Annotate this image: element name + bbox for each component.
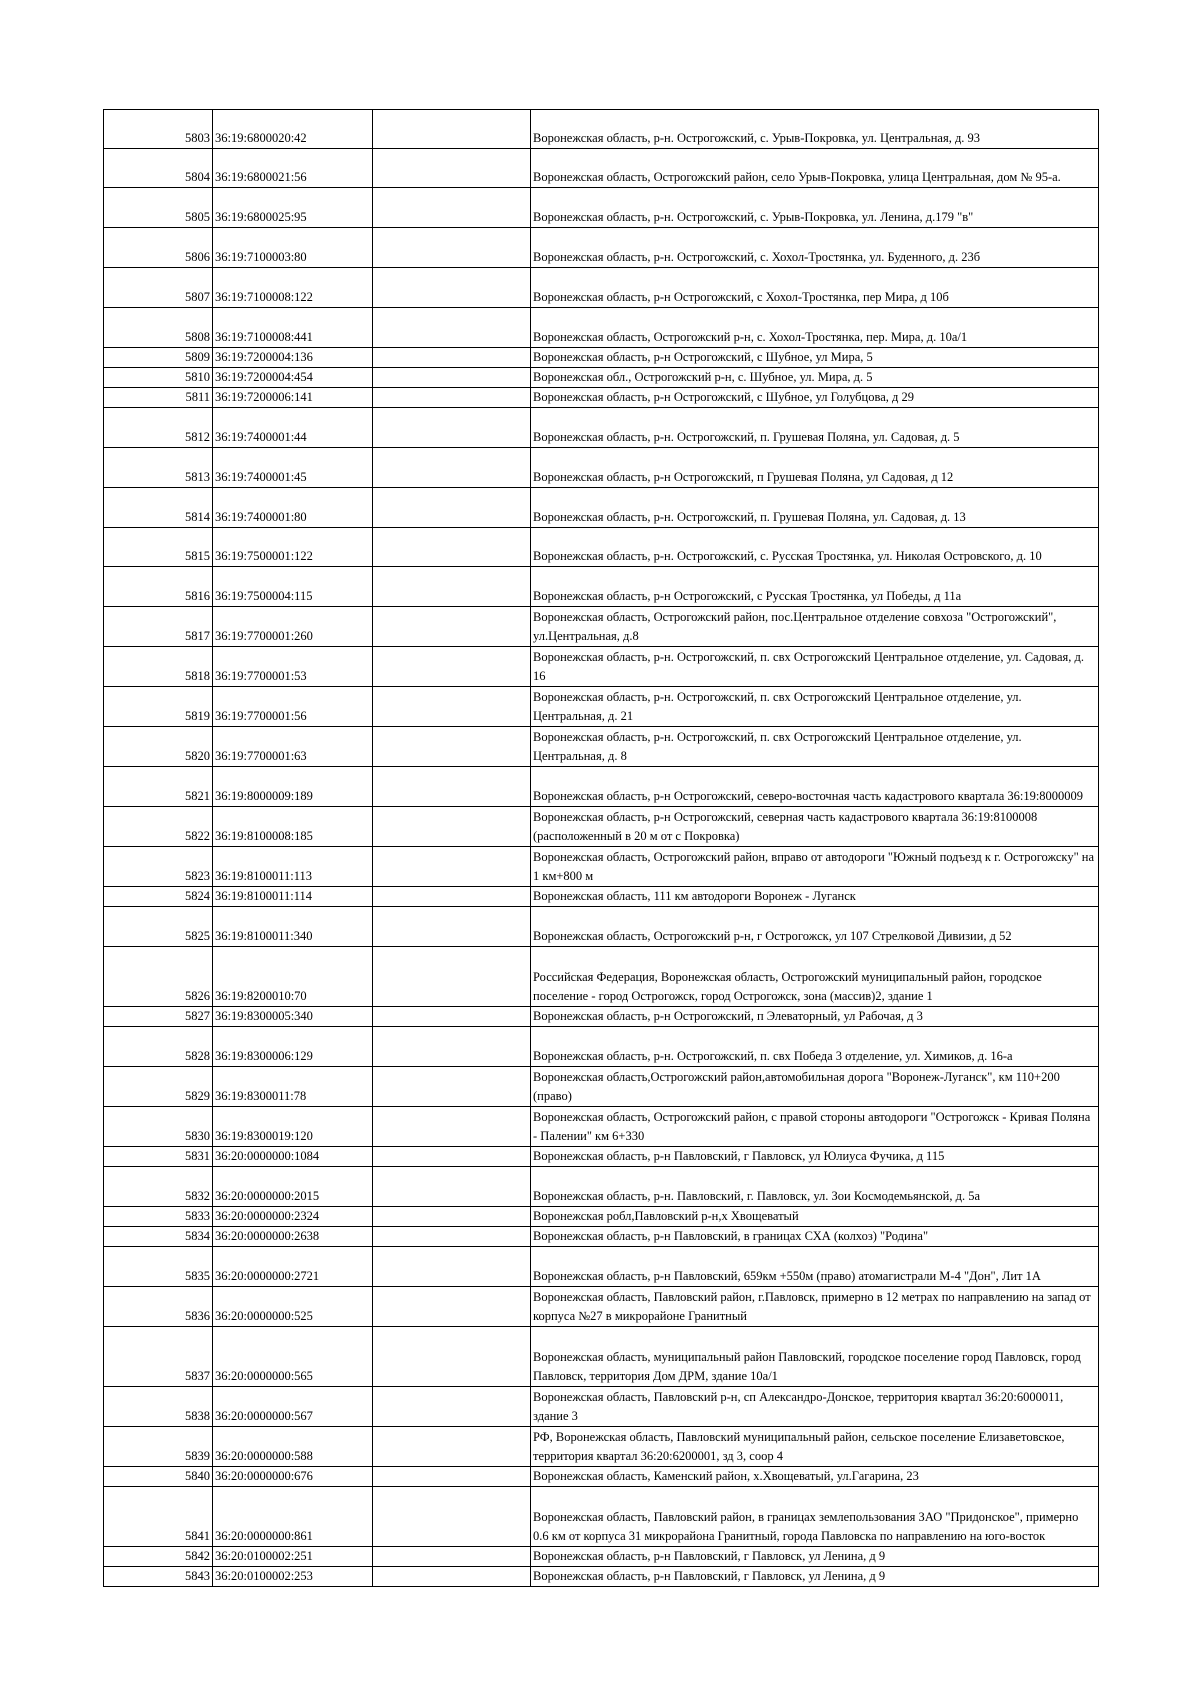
row-number-cell: 5827: [104, 1007, 213, 1027]
cadastral-number-cell: 36:19:8300005:340: [213, 1007, 373, 1027]
empty-cell: [373, 1147, 531, 1167]
table-row: [104, 268, 1099, 308]
table-row: [104, 647, 1099, 687]
table-row: [104, 687, 1099, 727]
address-cell: Воронежская область, р-н Острогожский, с Хохол-Тростянка, пер Мира, д 10б: [531, 268, 1099, 308]
address-cell: Воронежская область, Острогожский район, вправо от автодороги "Южный подъезд к г. Острогожску" на 1 км+800 м: [531, 847, 1099, 887]
row-number-cell: 5824: [104, 887, 213, 907]
empty-cell: [373, 687, 531, 727]
table-row: [104, 807, 1099, 847]
address-cell: Воронежская область, Каменский район, х.Хвощеватый, ул.Гагарина, 23: [531, 1467, 1099, 1487]
cadastral-number-cell: 36:19:7700001:53: [213, 647, 373, 687]
empty-cell: [373, 607, 531, 647]
address-cell: Воронежская область, р-н Павловский, 659км +550м (право) атомагистрали М-4 "Дон", Лит 1А: [531, 1247, 1099, 1287]
row-number-cell: 5842: [104, 1547, 213, 1567]
table-row: [104, 767, 1099, 807]
empty-cell: [373, 1487, 531, 1547]
table-row: [104, 1107, 1099, 1147]
address-cell: Воронежская область, р-н. Острогожский, п. Грушевая Поляна, ул. Садовая, д. 5: [531, 408, 1099, 448]
empty-cell: [373, 1287, 531, 1327]
empty-cell: [373, 647, 531, 687]
empty-cell: [373, 947, 531, 1007]
empty-cell: [373, 1167, 531, 1207]
table-row: [104, 907, 1099, 947]
row-number-cell: 5818: [104, 647, 213, 687]
table-row: [104, 388, 1099, 408]
address-cell: Воронежская область, р-н Павловский, г Павловск, ул Ленина, д 9: [531, 1547, 1099, 1567]
row-number-cell: 5822: [104, 807, 213, 847]
cadastral-number-cell: 36:19:8300006:129: [213, 1027, 373, 1067]
table-row: [104, 1067, 1099, 1107]
empty-cell: [373, 1067, 531, 1107]
address-cell: Воронежская область, 111 км автодороги Воронеж - Луганск: [531, 887, 1099, 907]
table-row: [104, 1027, 1099, 1067]
table-row: [104, 1007, 1099, 1027]
empty-cell: [373, 1567, 531, 1587]
table-row: [104, 1467, 1099, 1487]
cadastral-number-cell: 36:19:7700001:56: [213, 687, 373, 727]
empty-cell: [373, 1247, 531, 1287]
cadastral-table: [103, 109, 1099, 1587]
address-cell: Воронежская область, Павловский р-н, сп Александро-Донское, территория квартал 36:20:6000011, здание 3: [531, 1387, 1099, 1427]
address-cell: Воронежская область, Павловский район, в границах землепользования ЗАО "Придонское", примерно 0.6 км от корпуса 31 микрорайона Гранитный, города Павловска по направлению на юго-восток: [531, 1487, 1099, 1547]
empty-cell: [373, 567, 531, 607]
row-number-cell: 5836: [104, 1287, 213, 1327]
table-row: [104, 149, 1099, 188]
address-cell: Воронежская область, р-н Острогожский, северо-восточная часть кадастрового квартала 36:19:8000009: [531, 767, 1099, 807]
empty-cell: [373, 268, 531, 308]
cadastral-number-cell: 36:19:8200010:70: [213, 947, 373, 1007]
row-number-cell: 5832: [104, 1167, 213, 1207]
cadastral-number-cell: 36:19:7100008:441: [213, 308, 373, 348]
cadastral-number-cell: 36:20:0000000:588: [213, 1427, 373, 1467]
empty-cell: [373, 448, 531, 488]
cadastral-number-cell: 36:20:0000000:2638: [213, 1227, 373, 1247]
address-cell: РФ, Воронежская область, Павловский муниципальный район, сельское поселение Елизаветовское, территория квартал 36:20:6200001, зд 3, соор 4: [531, 1427, 1099, 1467]
cadastral-number-cell: 36:20:0000000:2015: [213, 1167, 373, 1207]
row-number-cell: 5834: [104, 1227, 213, 1247]
table-row: [104, 1487, 1099, 1547]
row-number-cell: 5838: [104, 1387, 213, 1427]
empty-cell: [373, 1027, 531, 1067]
table-row: [104, 1247, 1099, 1287]
row-number-cell: 5806: [104, 228, 213, 268]
empty-cell: [373, 1387, 531, 1427]
cadastral-number-cell: 36:20:0100002:253: [213, 1567, 373, 1587]
address-cell: Воронежская область, р-н Павловский, г Павловск, ул Ленина, д 9: [531, 1567, 1099, 1587]
table-row: [104, 1227, 1099, 1247]
empty-cell: [373, 767, 531, 807]
row-number-cell: 5807: [104, 268, 213, 308]
row-number-cell: 5840: [104, 1467, 213, 1487]
row-number-cell: 5819: [104, 687, 213, 727]
cadastral-number-cell: 36:20:0000000:2324: [213, 1207, 373, 1227]
table-row: [104, 947, 1099, 1007]
table-row: [104, 847, 1099, 887]
empty-cell: [373, 228, 531, 268]
address-cell: Воронежская область, р-н. Острогожский, с. Урыв-Покровка, ул. Центральная, д. 93: [531, 110, 1099, 149]
table-row: [104, 1167, 1099, 1207]
empty-cell: [373, 1427, 531, 1467]
table-row: [104, 1547, 1099, 1567]
address-cell: Воронежская область, р-н. Павловский, г. Павловск, ул. Зои Космодемьянской, д. 5а: [531, 1167, 1099, 1207]
empty-cell: [373, 149, 531, 188]
row-number-cell: 5825: [104, 907, 213, 947]
table-row: [104, 1207, 1099, 1227]
empty-cell: [373, 408, 531, 448]
empty-cell: [373, 1547, 531, 1567]
address-cell: Воронежская обл., Острогожский р-н, с. Шубное, ул. Мира, д. 5: [531, 368, 1099, 388]
table-row: [104, 887, 1099, 907]
empty-cell: [373, 847, 531, 887]
cadastral-number-cell: 36:20:0000000:1084: [213, 1147, 373, 1167]
row-number-cell: 5804: [104, 149, 213, 188]
address-cell: Воронежская область, р-н Острогожский, с Русская Тростянка, ул Победы, д 11а: [531, 567, 1099, 607]
table-row: [104, 727, 1099, 767]
table-row: [104, 348, 1099, 368]
cadastral-number-cell: 36:19:7100003:80: [213, 228, 373, 268]
address-cell: Воронежская область, р-н Павловский, в границах СХА (колхоз) "Родина": [531, 1227, 1099, 1247]
cadastral-number-cell: 36:19:7500001:122: [213, 528, 373, 567]
address-cell: Воронежская область, р-н. Острогожский, п. Грушевая Поляна, ул. Садовая, д. 13: [531, 488, 1099, 528]
cadastral-number-cell: 36:19:8000009:189: [213, 767, 373, 807]
cadastral-number-cell: 36:19:7400001:45: [213, 448, 373, 488]
address-cell: Воронежская область, р-н. Острогожский, п. свх Победа 3 отделение, ул. Химиков, д. 16-а: [531, 1027, 1099, 1067]
empty-cell: [373, 1007, 531, 1027]
row-number-cell: 5835: [104, 1247, 213, 1287]
cadastral-number-cell: 36:19:7200004:454: [213, 368, 373, 388]
address-cell: Воронежская область, р-н. Острогожский, п. свх Острогожский Центральное отделение, ул. Центральная, д. 8: [531, 727, 1099, 767]
cadastral-number-cell: 36:20:0000000:861: [213, 1487, 373, 1547]
table-row: [104, 408, 1099, 448]
address-cell: Воронежская робл,Павловский р-н,х Хвощеватый: [531, 1207, 1099, 1227]
row-number-cell: 5826: [104, 947, 213, 1007]
row-number-cell: 5810: [104, 368, 213, 388]
empty-cell: [373, 348, 531, 368]
cadastral-number-cell: 36:19:8300011:78: [213, 1067, 373, 1107]
table-row: [104, 567, 1099, 607]
address-cell: Воронежская область, муниципальный район Павловский, городское поселение город Павловск, город Павловск, территория Дом ДРМ, здание 10а/1: [531, 1327, 1099, 1387]
cadastral-number-cell: 36:20:0000000:525: [213, 1287, 373, 1327]
address-cell: Воронежская область, р-н Острогожский, п Грушевая Поляна, ул Садовая, д 12: [531, 448, 1099, 488]
table-row: [104, 1287, 1099, 1327]
empty-cell: [373, 488, 531, 528]
address-cell: Воронежская область,Острогожский район,автомобильная дорога "Воронеж-Луганск", км 110+200 (право): [531, 1067, 1099, 1107]
row-number-cell: 5831: [104, 1147, 213, 1167]
empty-cell: [373, 1107, 531, 1147]
empty-cell: [373, 110, 531, 149]
table-row: [104, 528, 1099, 567]
cadastral-number-cell: 36:19:7400001:44: [213, 408, 373, 448]
empty-cell: [373, 368, 531, 388]
cadastral-number-cell: 36:19:7100008:122: [213, 268, 373, 308]
empty-cell: [373, 1467, 531, 1487]
address-cell: Воронежская область, Острогожский район, пос.Центральное отделение совхоза "Острогожский", ул.Центральная, д.8: [531, 607, 1099, 647]
empty-cell: [373, 1227, 531, 1247]
cadastral-number-cell: 36:19:7200004:136: [213, 348, 373, 368]
address-cell: Воронежская область, р-н. Острогожский, п. свх Острогожский Центральное отделение, ул. Садовая, д. 16: [531, 647, 1099, 687]
cadastral-table-body: [104, 110, 1099, 1587]
address-cell: Воронежская область, Острогожский р-н, г Острогожск, ул 107 Стрелковой Дивизии, д 52: [531, 907, 1099, 947]
table-row: [104, 448, 1099, 488]
row-number-cell: 5829: [104, 1067, 213, 1107]
table-row: [104, 308, 1099, 348]
row-number-cell: 5812: [104, 408, 213, 448]
address-cell: Воронежская область, р-н. Острогожский, с. Урыв-Покровка, ул. Ленина, д.179 "в": [531, 188, 1099, 228]
cadastral-number-cell: 36:19:7200006:141: [213, 388, 373, 408]
row-number-cell: 5821: [104, 767, 213, 807]
address-cell: Воронежская область, р-н Острогожский, п Элеваторный, ул Рабочая, д 3: [531, 1007, 1099, 1027]
cadastral-number-cell: 36:19:7700001:63: [213, 727, 373, 767]
empty-cell: [373, 1207, 531, 1227]
address-cell: Воронежская область, р-н Острогожский, с Шубное, ул Голубцова, д 29: [531, 388, 1099, 408]
table-row: [104, 607, 1099, 647]
row-number-cell: 5837: [104, 1327, 213, 1387]
cadastral-number-cell: 36:19:6800021:56: [213, 149, 373, 188]
address-cell: Воронежская область, р-н Острогожский, с Шубное, ул Мира, 5: [531, 348, 1099, 368]
cadastral-number-cell: 36:20:0100002:251: [213, 1547, 373, 1567]
address-cell: Воронежская область, р-н Павловский, г Павловск, ул Юлиуса Фучика, д 115: [531, 1147, 1099, 1167]
empty-cell: [373, 887, 531, 907]
row-number-cell: 5808: [104, 308, 213, 348]
empty-cell: [373, 308, 531, 348]
empty-cell: [373, 727, 531, 767]
row-number-cell: 5828: [104, 1027, 213, 1067]
table-row: [104, 368, 1099, 388]
cadastral-number-cell: 36:19:7500004:115: [213, 567, 373, 607]
address-cell: Воронежская область, р-н Острогожский, северная часть кадастрового квартала 36:19:8100008 (расположенный в 20 м от с Покровка): [531, 807, 1099, 847]
cadastral-number-cell: 36:19:8100008:185: [213, 807, 373, 847]
address-cell: Воронежская область, р-н. Острогожский, с. Хохол-Тростянка, ул. Буденного, д. 23б: [531, 228, 1099, 268]
row-number-cell: 5823: [104, 847, 213, 887]
row-number-cell: 5809: [104, 348, 213, 368]
row-number-cell: 5805: [104, 188, 213, 228]
address-cell: Воронежская область, Острогожский р-н, с. Хохол-Тростянка, пер. Мира, д. 10а/1: [531, 308, 1099, 348]
row-number-cell: 5814: [104, 488, 213, 528]
row-number-cell: 5811: [104, 388, 213, 408]
row-number-cell: 5841: [104, 1487, 213, 1547]
row-number-cell: 5817: [104, 607, 213, 647]
empty-cell: [373, 907, 531, 947]
table-row: [104, 1427, 1099, 1467]
row-number-cell: 5813: [104, 448, 213, 488]
cadastral-number-cell: 36:19:6800020:42: [213, 110, 373, 149]
address-cell: Воронежская область, Острогожский район, село Урыв-Покровка, улица Центральная, дом № 95-а.: [531, 149, 1099, 188]
row-number-cell: 5803: [104, 110, 213, 149]
row-number-cell: 5830: [104, 1107, 213, 1147]
address-cell: Воронежская область, р-н. Острогожский, с. Русская Тростянка, ул. Николая Островского, д. 10: [531, 528, 1099, 567]
empty-cell: [373, 1327, 531, 1387]
cadastral-number-cell: 36:20:0000000:2721: [213, 1247, 373, 1287]
cadastral-number-cell: 36:19:8100011:114: [213, 887, 373, 907]
table-row: [104, 1327, 1099, 1387]
cadastral-number-cell: 36:19:7700001:260: [213, 607, 373, 647]
row-number-cell: 5843: [104, 1567, 213, 1587]
row-number-cell: 5820: [104, 727, 213, 767]
cadastral-number-cell: 36:19:8100011:113: [213, 847, 373, 887]
row-number-cell: 5839: [104, 1427, 213, 1467]
row-number-cell: 5833: [104, 1207, 213, 1227]
cadastral-number-cell: 36:19:8300019:120: [213, 1107, 373, 1147]
row-number-cell: 5815: [104, 528, 213, 567]
address-cell: Воронежская область, р-н. Острогожский, п. свх Острогожский Центральное отделение, ул. Центральная, д. 21: [531, 687, 1099, 727]
table-row: [104, 110, 1099, 149]
cadastral-number-cell: 36:20:0000000:676: [213, 1467, 373, 1487]
table-row: [104, 1387, 1099, 1427]
cadastral-number-cell: 36:19:8100011:340: [213, 907, 373, 947]
row-number-cell: 5816: [104, 567, 213, 607]
cadastral-number-cell: 36:20:0000000:565: [213, 1327, 373, 1387]
cadastral-number-cell: 36:19:7400001:80: [213, 488, 373, 528]
empty-cell: [373, 807, 531, 847]
empty-cell: [373, 528, 531, 567]
table-row: [104, 1567, 1099, 1587]
empty-cell: [373, 188, 531, 228]
table-row: [104, 228, 1099, 268]
address-cell: Воронежская область, Павловский район, г.Павловск, примерно в 12 метрах по направлению на запад от корпуса №27 в микрорайоне Гранитный: [531, 1287, 1099, 1327]
table-row: [104, 488, 1099, 528]
address-cell: Воронежская область, Острогожский район, с правой стороны автодороги "Острогожск - Кривая Поляна - Палении" км 6+330: [531, 1107, 1099, 1147]
table-row: [104, 188, 1099, 228]
address-cell: Российская Федерация, Воронежская область, Острогожский муниципальный район, городское поселение - город Острогожск, город Острогожск, зона (массив)2, здание 1: [531, 947, 1099, 1007]
empty-cell: [373, 388, 531, 408]
cadastral-number-cell: 36:20:0000000:567: [213, 1387, 373, 1427]
cadastral-number-cell: 36:19:6800025:95: [213, 188, 373, 228]
table-row: [104, 1147, 1099, 1167]
